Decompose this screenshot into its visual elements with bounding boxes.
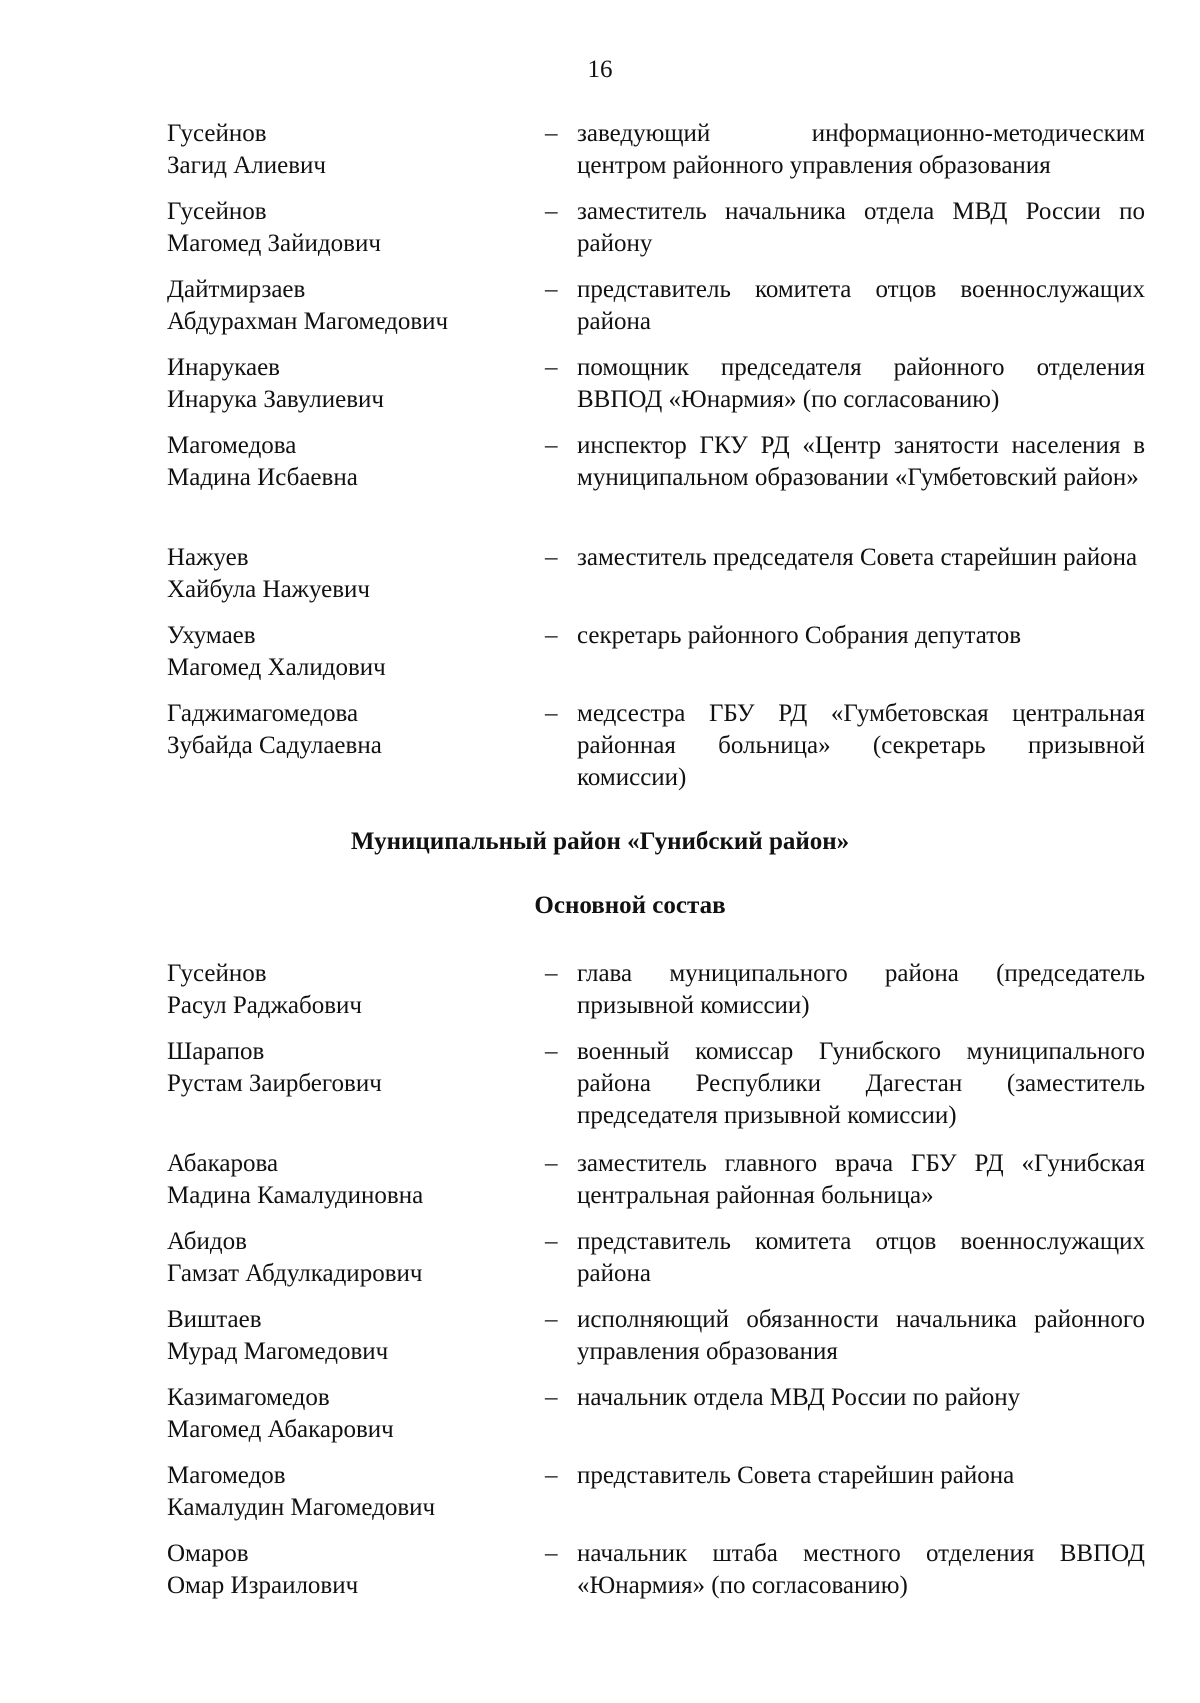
- member-name: [167, 620, 527, 684]
- dash-separator: –: [545, 1384, 558, 1411]
- member-role: представитель Совета старейшин района: [577, 1462, 1015, 1489]
- district-heading: Муниципальный район «Гунибский район»: [350, 828, 850, 855]
- member-surname: Виштаев: [167, 1306, 262, 1333]
- member-name: [167, 196, 527, 260]
- member-role: заведующий информационно-методическим центром районного управления образования: [577, 120, 1145, 179]
- member-given-name: Магомед Абакарович: [167, 1416, 394, 1443]
- dash-separator: –: [545, 960, 558, 987]
- member-name: [167, 1538, 527, 1602]
- member-role: медсестра ГБУ РД «Гумбетовская центральная районная больница» (секретарь призывной комиссии): [577, 700, 1145, 791]
- member-given-name: Рустам Заирбегович: [167, 1070, 382, 1097]
- member-surname: Гусейнов: [167, 120, 267, 147]
- member-role: заместитель председателя Совета старейшин района: [577, 544, 1138, 571]
- member-entry: [0, 698, 1200, 808]
- member-name: [167, 430, 527, 494]
- member-surname: Омаров: [167, 1540, 249, 1567]
- dash-separator: –: [545, 198, 558, 225]
- dash-separator: –: [545, 1228, 558, 1255]
- member-name: [167, 274, 527, 338]
- subsection-heading: Основной состав: [534, 892, 726, 919]
- member-role: заместитель начальника отдела МВД России по району: [577, 198, 1145, 257]
- member-name: [167, 118, 527, 182]
- dash-separator: –: [545, 276, 558, 303]
- member-surname: Гаджимагомедова: [167, 700, 359, 727]
- member-name: [167, 1148, 527, 1212]
- member-given-name: Омар Израилович: [167, 1572, 359, 1599]
- member-surname: Казимагомедов: [167, 1384, 330, 1411]
- member-surname: Дайтмирзаев: [167, 276, 306, 303]
- member-surname: Гусейнов: [167, 960, 267, 987]
- member-role: начальник отдела МВД России по району: [577, 1384, 1021, 1411]
- member-role: глава муниципального района (председатель призывной комиссии): [577, 960, 1145, 1019]
- member-given-name: Магомед Халидович: [167, 654, 386, 681]
- member-given-name: Мурад Магомедович: [167, 1338, 389, 1365]
- dash-separator: –: [545, 622, 558, 649]
- member-entry: [0, 1538, 1200, 1648]
- dash-separator: –: [545, 1150, 558, 1177]
- dash-separator: –: [545, 544, 558, 571]
- member-given-name: Камалудин Магомедович: [167, 1494, 436, 1521]
- member-given-name: Мадина Исбаевна: [167, 464, 358, 491]
- member-name: [167, 1382, 527, 1446]
- member-surname: Шарапов: [167, 1038, 265, 1065]
- dash-separator: –: [545, 700, 558, 727]
- member-entry: [0, 430, 1200, 540]
- member-given-name: Инарука Завулиевич: [167, 386, 384, 413]
- member-role: инспектор ГКУ РД «Центр занятости населения в муниципальном образовании «Гумбетовский район»: [577, 432, 1145, 491]
- member-given-name: Хайбула Нажуевич: [167, 576, 370, 603]
- member-surname: Абакарова: [167, 1150, 279, 1177]
- member-given-name: Загид Алиевич: [167, 152, 326, 179]
- member-given-name: Абдурахман Магомедович: [167, 308, 449, 335]
- dash-separator: –: [545, 1038, 558, 1065]
- dash-separator: –: [545, 432, 558, 459]
- member-given-name: Магомед Зайидович: [167, 230, 381, 257]
- member-role: представитель комитета отцов военнослужащих района: [577, 1228, 1145, 1287]
- member-surname: Магомедов: [167, 1462, 286, 1489]
- member-name: [167, 1304, 527, 1368]
- member-name: [167, 1036, 527, 1100]
- member-role: помощник председателя районного отделения ВВПОД «Юнармия» (по согласованию): [577, 354, 1145, 413]
- member-given-name: Гамзат Абдулкадирович: [167, 1260, 423, 1287]
- dash-separator: –: [545, 354, 558, 381]
- dash-separator: –: [545, 1306, 558, 1333]
- member-role: начальник штаба местного отделения ВВПОД «Юнармия» (по согласованию): [577, 1540, 1145, 1599]
- member-name: [167, 1460, 527, 1524]
- member-name: [167, 958, 527, 1022]
- member-role: заместитель главного врача ГБУ РД «Гунибская центральная районная больница»: [577, 1150, 1145, 1209]
- member-role: представитель комитета отцов военнослужащих района: [577, 276, 1145, 335]
- member-name: [167, 542, 527, 606]
- member-given-name: Зубайда Садулаевна: [167, 732, 382, 759]
- member-name: [167, 1226, 527, 1290]
- member-role: исполняющий обязанности начальника районного управления образования: [577, 1306, 1145, 1365]
- member-role: секретарь районного Собрания депутатов: [577, 622, 1022, 649]
- page-number: 16: [587, 56, 613, 83]
- dash-separator: –: [545, 1462, 558, 1489]
- dash-separator: –: [545, 1540, 558, 1567]
- member-surname: Гусейнов: [167, 198, 267, 225]
- member-given-name: Расул Раджабович: [167, 992, 362, 1019]
- member-surname: Ухумаев: [167, 622, 256, 649]
- member-surname: Инарукаев: [167, 354, 280, 381]
- member-surname: Магомедова: [167, 432, 297, 459]
- member-entry: [0, 1036, 1200, 1146]
- member-name: [167, 698, 527, 762]
- member-surname: Абидов: [167, 1228, 247, 1255]
- member-name: [167, 352, 527, 416]
- dash-separator: –: [545, 120, 558, 147]
- member-given-name: Мадина Камалудиновна: [167, 1182, 424, 1209]
- member-surname: Нажуев: [167, 544, 249, 571]
- member-role: военный комиссар Гунибского муниципального района Республики Дагестан (заместитель председателя призывной комиссии): [577, 1038, 1145, 1129]
